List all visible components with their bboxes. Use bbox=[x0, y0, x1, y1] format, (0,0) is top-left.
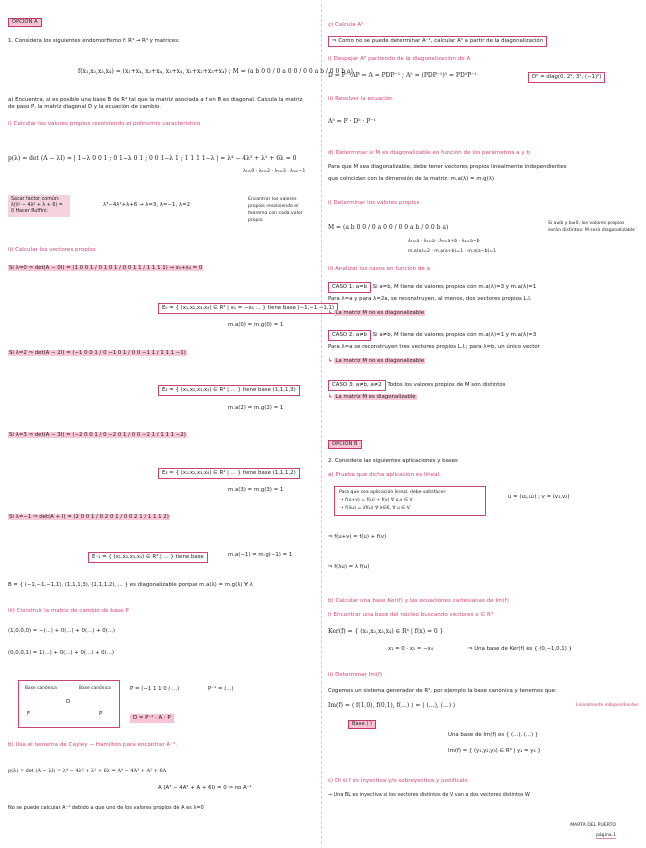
case-3: CASO 3: a≠b, a≠2 Todos los valores propios de M son distintos bbox=[328, 380, 505, 391]
A5: A⁵ = P · D⁵ · P⁻¹ bbox=[328, 118, 376, 125]
right-note: Encontrar los valores propios resolviendo el teorema con cada valor propio bbox=[248, 197, 303, 223]
E3: E₃ = { (x₁,x₂,x₃,x₄) ∈ R⁴ | ... } tiene base (1,1,1,2) bbox=[158, 468, 300, 479]
m3: m.a(3) = m.g(3) = 1 bbox=[228, 487, 284, 493]
author: MARTA DEL PUERTO bbox=[570, 823, 616, 828]
question-2b-step-ii: ii) Determinar Im(f) bbox=[328, 672, 383, 678]
function-and-matrix: f(x₁,x₂,x₃,x₄) = (x₁+x₄, x₂+x₄, x₃+x₄, x₁+x₂+x₃+x₄) ; M = (a b 0 0 / 0 a 0 0 / 0 0 a b / 0 0 b a) bbox=[78, 68, 353, 75]
cayley-note: No se puede calcular A⁻¹ debido a que uno de los valores propios de A es λ=0 bbox=[8, 805, 204, 811]
roots: λ₁=0 · λ₂=2 · λ₃=3 · λ₄=−1 bbox=[243, 169, 306, 174]
Pinv-matrix: P⁻¹ = (...) bbox=[208, 686, 234, 692]
combination-1: (1,0,0,0) = −(...) + 0(...) + 0(...) + 0(...) bbox=[8, 628, 116, 634]
question-d-text-1: Para que M sea diagonalizable, debe tener vectores propios linealmente independientes bbox=[328, 164, 567, 170]
combination-2: (0,0,0,1) = 1(...) + 0(...) + 0(...) + 0(...) bbox=[8, 650, 114, 656]
image-base: Una base de Im(f) es { (...), (...) } bbox=[448, 732, 539, 738]
column-divider bbox=[321, 4, 322, 844]
step-ii: ii) Calcular los vectores propios bbox=[8, 247, 96, 253]
kernel: Ker(f) = { (x₁,x₂,x₃,x₄) ∈ R⁴ | f(x) = 0 } bbox=[328, 628, 444, 635]
question-d-step-i: i) Determinar los valores propios bbox=[328, 200, 420, 206]
question-d-step-ii: ii) Analizar los casos en función de a bbox=[328, 266, 431, 272]
E0: E₀ = { (x₁,x₂,x₃,x₄) ∈ R⁴ | x₁ = −x₄ ... } tiene base (−1,−1,−1,1) bbox=[158, 303, 338, 314]
lambda-0: Si λ=0 ⇒ det(A − 0I) = (1 0 0 1 / 0 1 0 1 / 0 0 1 1 / 1 1 1 1) → x₁+x₄ = 0 bbox=[9, 265, 203, 271]
ruffini: λ³−4λ²+λ+6 → λ=3, λ=−1, λ=2 bbox=[103, 202, 191, 208]
image-text: Cogemos un sistema generador de R⁴, por ejemplo la base canónica y tenemos que: bbox=[328, 688, 557, 694]
step-iii: iii) Construir la matriz de cambio de base P bbox=[8, 608, 129, 614]
question-2a: a) Prueba que dicha aplicación es lineal. bbox=[328, 472, 441, 478]
kernel-result: ⇒ Una base de Ker(f) es { (0,−1,0,1) } bbox=[468, 646, 572, 652]
right-column bbox=[328, 0, 638, 848]
page-number: página 1 bbox=[595, 833, 616, 838]
case-1-result: ↳ La matriz M no es diagonalizable bbox=[328, 310, 425, 316]
case-2-result: ↳ La matriz M no es diagonalizable bbox=[328, 358, 425, 364]
lambda-2: Si λ=2 ⇒ det(A − 2I) = (−1 0 0 1 / 0 −1 0 1 / 0 0 −1 1 / 1 1 1 −1) bbox=[9, 350, 186, 356]
characteristic-polynomial: p(λ) = det (A − λI) = | 1−λ 0 0 1 ; 0 1−λ 0 1 ; 0 0 1−λ 1 ; 1 1 1 1−λ | = λ⁴ − 4λ³ + λ² + 6λ = 0 bbox=[8, 155, 297, 162]
question-2c: c) Di si f es inyectiva y/o sobreyectiva y justifícalo bbox=[328, 778, 468, 784]
M-side-note: Si a≠b y b≠0, los valores propios serán distintos: M será diagonalizable bbox=[548, 221, 635, 233]
diagram-f: F bbox=[27, 711, 31, 717]
linearity-2: • f(λu) = λf(u) ∀ λ∈K, ∀ u ∈ V bbox=[341, 506, 410, 511]
linearity-sum: ⇒ f(u+v) = f(u) + f(v) bbox=[328, 534, 387, 540]
option-a-tag: OPCIÓN A bbox=[8, 18, 42, 27]
diagram-base-right: Base canónica bbox=[79, 686, 111, 691]
linearity-box bbox=[334, 486, 486, 516]
M-multiplicity: m.a(a)=2 · m.a(a+b)=1 · m.a(a−b)=1 bbox=[408, 249, 497, 254]
E2: E₂ = { (x₁,x₂,x₃,x₄) ∈ R⁴ | ... } tiene base (1,1,1,3) bbox=[158, 385, 300, 396]
question-d: d) Determinar si M es diagonalizable en función de los parámetros a y b bbox=[328, 150, 530, 156]
case-2-text-2: Para λ=a se reconstruyen tres vectores propios L.I.; para λ=b, un único vector bbox=[328, 344, 540, 350]
case-3-result: ↳ La matriz M es diagonalizable bbox=[328, 394, 416, 400]
M-roots: λ₁=a · λ₂=a · λ₃=a+b · λ₄=a−b bbox=[408, 239, 480, 244]
lambda-3: Si λ=3 ⇒ det(A − 3I) = (−2 0 0 1 / 0 −2 0 1 / 0 0 −2 1 / 1 1 1 −2) bbox=[9, 432, 186, 438]
Em1: E₋₁ = { (x₁,x₂,x₃,x₄) ∈ R⁴ | ... } tiene base bbox=[88, 552, 208, 563]
option-b-tag: OPCIÓN B bbox=[328, 440, 362, 449]
cayley-hamilton: p(λ) = det (A − λI) = λ⁴ − 4λ³ + λ² + 6λ ⇒ A⁴ − 4A³ + A² + 6A bbox=[8, 768, 167, 774]
diagram-base-left: Base canónica bbox=[25, 686, 57, 691]
linearity-title: Para que sea aplicación lineal, debe satisfacer: bbox=[339, 490, 447, 495]
image-base-label: Base ⟨ ⟩ bbox=[348, 720, 376, 729]
P-matrix: P = (−1 1 1 0 / ...) bbox=[130, 686, 180, 692]
question-2b: b) Calcular una base Ker(f) y las ecuaciones cartesianas de Im(f) bbox=[328, 598, 509, 604]
case-2: CASO 2: a≠b Si a≠b, M tiene de valores propios con m.a(λ)=1 y m.a(λ)=3 bbox=[328, 330, 536, 341]
diagram-p: P bbox=[99, 711, 103, 717]
diagram-d: D bbox=[66, 699, 71, 705]
question-d-text-2: que coincidan con la dimensión de la matriz: m.a(λ) = m.g(λ) bbox=[328, 176, 495, 182]
D-matrix: D = P⁻¹ · A · P bbox=[130, 714, 174, 723]
question-c-step-i: i) Despejar A⁵ partiendo de la diagonalización de A bbox=[328, 56, 471, 62]
image-note: Linealmente independientes bbox=[576, 703, 639, 708]
question-c: c) Calcula A⁵ bbox=[328, 22, 364, 28]
m2: m.a(2) = m.g(2) = 1 bbox=[228, 405, 284, 411]
question-2c-text: ⇒ Una BL es inyectiva si los vectores distintos de V van a dos vectores distintos W bbox=[328, 792, 530, 798]
u-v: u = (u₁,u₂) ; v = (v₁,v₂) bbox=[508, 494, 570, 500]
mm1: m.a(−1) = m.g(−1) = 1 bbox=[228, 552, 293, 558]
ruffini-note: Sacar factor común: λ(λ³ − 4λ² + λ + 6) = 0 Hacer Ruffini: bbox=[8, 195, 70, 217]
kernel-system: x₁ = 0 · x₂ = −x₄ bbox=[388, 646, 434, 652]
question-b: b) Usa el teorema de Cayley − Hamilton para encontrar A⁻¹. bbox=[8, 742, 178, 748]
basis-B: B = { (−1,−1,−1,1), (1,1,1,3), (1,1,1,2), ... } es diagonalizable porque m.a(λ) = m.g(λ) ∀ λ bbox=[8, 582, 253, 588]
m0: m.a(0) = m.g(0) = 1 bbox=[228, 322, 284, 328]
image-set: Im(f) = { (y₁,y₂,y₃) ∈ R³ | y₁ = y₂ } bbox=[448, 748, 541, 754]
D5: D⁵ = diag(0, 2⁵, 3⁵, (−1)⁵) bbox=[528, 72, 605, 83]
case-1: CASO 1: a=b Si a=b, M tiene de valores propios con m.a(λ)=3 y m.a(λ)=1 bbox=[328, 282, 536, 293]
question-c-box: ⇒ Como no se puede determinar A⁻¹, calcular A⁵ a partir de la diagonalización bbox=[328, 36, 547, 47]
lambda-m1: Si λ=−1 ⇒ det(A + I) = (2 0 0 1 / 0 2 0 1 / 0 0 2 1 / 1 1 1 2) bbox=[9, 514, 169, 520]
exercise-1-intro: 1. Considera los siguientes endomorfismo f: R⁴ → R⁴ y matrices: bbox=[8, 38, 180, 44]
question-2b-step-i: i) Encontrar una base del núcleo buscando vectores x ∈ R⁴ bbox=[328, 612, 494, 618]
image-equation: Im(f) = ⟨ f(1,0), f(0,1), f(...) ⟩ = ⟨ (...), (...) ⟩ bbox=[328, 702, 456, 709]
linearity-1: • f(u+v) = f(u) + f(v) ∀ u,v ∈ V bbox=[341, 498, 413, 503]
matrix-M: M = (a b 0 0 / 0 a 0 0 / 0 0 a b / 0 0 b a) bbox=[328, 224, 449, 231]
cayley-hamilton-2: A (A³ − 4A² + A + 6I) = 0 ⇒ no A⁻¹ bbox=[158, 785, 252, 791]
question-a: a) Encuentra, si es posible una base B de R⁴ tal que la matriz asociada a f en B es diagonal. Calcula la matriz de paso P, la matriz diagonal D y la ecuación de cambio. bbox=[8, 97, 303, 110]
linearity-scalar: ⇒ f(λu) = λ f(u) bbox=[328, 564, 370, 570]
change-of-basis-diagram bbox=[18, 680, 120, 728]
step-i: i) Calcular los valores propios resolviendo el polinomio característico bbox=[8, 121, 201, 127]
case-1-text-2: Para λ=a y para λ=2a, se reconstruyen, al menos, dos vectores propios L.I. bbox=[328, 296, 532, 302]
question-c-step-ii: ii) Resolver la ecuación bbox=[328, 96, 393, 102]
exercise-2-intro: 2. Considera las siguientes aplicaciones y bases bbox=[328, 458, 458, 464]
question-c-equation: D = P⁻¹AP ⇒ A = PDP⁻¹ ; A⁵ = (PDP⁻¹)⁵ = PD⁵P⁻¹ bbox=[328, 72, 477, 79]
